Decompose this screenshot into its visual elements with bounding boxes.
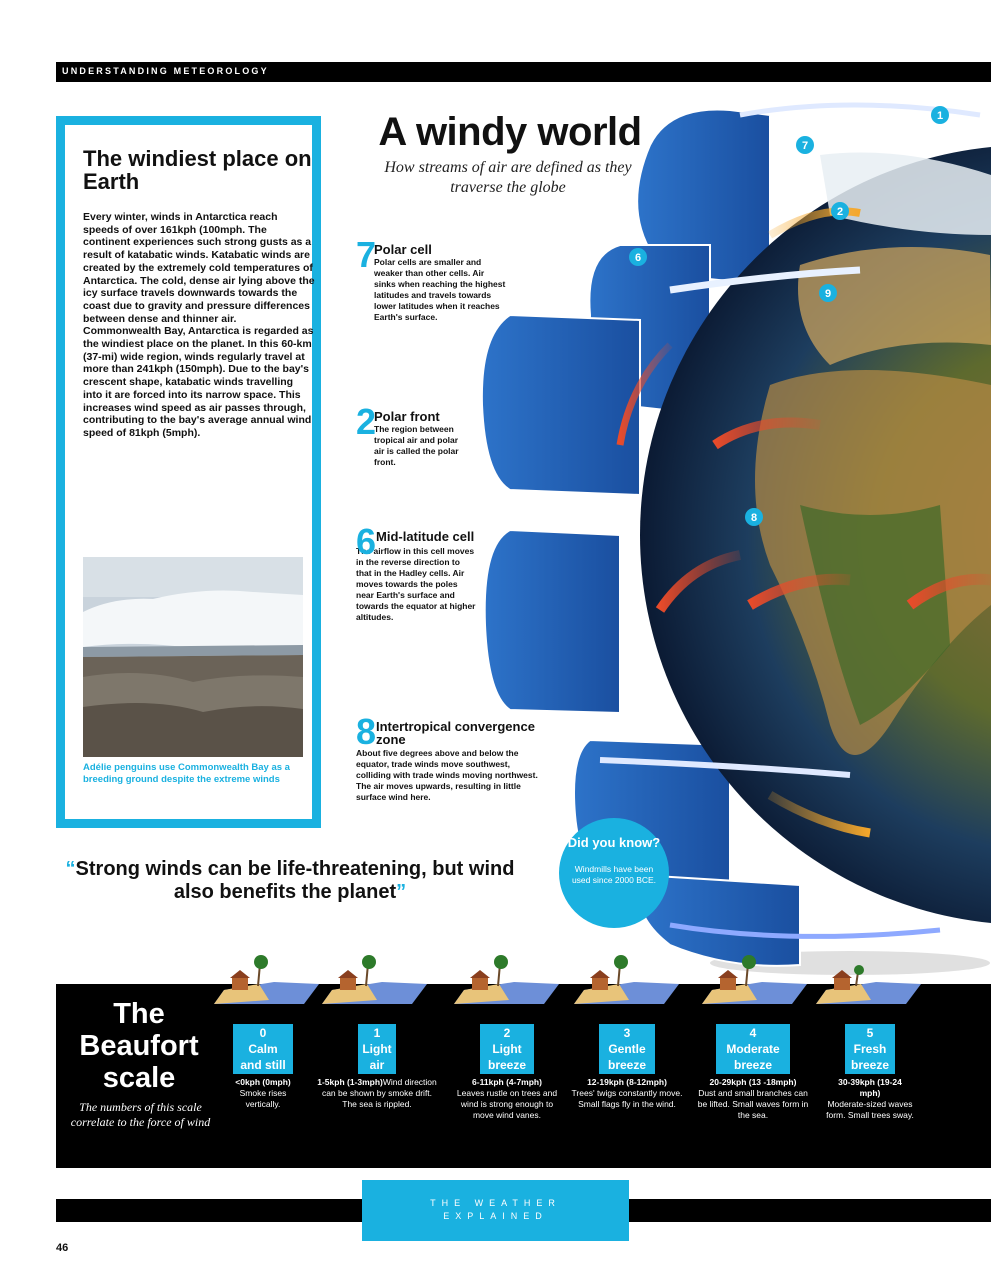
penguin-photo	[83, 557, 303, 757]
entry-intertropical-convergence-zone	[356, 711, 538, 803]
page-number: 46	[56, 1242, 69, 1254]
level-speed: 1-5kph (1-3mph)Wind direction can be shown by smoke drift. The sea is rippled.	[317, 1077, 437, 1109]
island-house-illustration	[454, 950, 564, 1006]
entry-text: Polar cells are smaller and weaker than other cells. Air sinks when reaching the highest latitudes and travels towards lower latitudes when it reaches Earth's surface.	[374, 257, 506, 322]
level-speed: 30-39kph (19-24 mph)	[838, 1077, 902, 1098]
level-speed: 6-11kph (4-7mph)	[472, 1077, 542, 1087]
level-speed: 12-19kph (8-12mph)	[587, 1077, 667, 1087]
marker-label: 1	[936, 110, 944, 122]
section-label: UNDERSTANDING METEOROLOGY	[62, 66, 269, 76]
entry-polar-front	[356, 401, 466, 468]
level-badge: 3 Gentle breeze	[599, 1024, 655, 1074]
level-badge: 1 Light air	[358, 1024, 396, 1074]
entry-number: 8	[356, 711, 377, 752]
globe-illustration	[470, 85, 991, 975]
sidebar-heading: The windiest place on Earth	[83, 146, 312, 194]
entry-number: 6	[356, 521, 377, 562]
beaufort-level-5	[820, 984, 920, 1121]
beaufort-level-3	[566, 984, 688, 1110]
island-house-illustration	[214, 950, 324, 1006]
entry-text: The airflow in this cell moves in the reverse direction to that in the Hadley cells. Air moves towards the poles near Earth's surface and towards the equator at higher altitudes.	[356, 546, 476, 622]
entry-title: Mid-latitude cell	[376, 529, 475, 544]
beaufort-scale-panel	[56, 984, 991, 1168]
did-you-know-text: Windmills have been used since 2000 BCE.	[571, 864, 657, 885]
pull-quote	[60, 858, 520, 904]
page-subtitle: How streams of air are defined as they traverse the globe	[384, 159, 632, 196]
quote-text: Strong winds can be life-threatening, but wind also benefits the planet	[75, 858, 515, 903]
beaufort-level-1	[316, 984, 438, 1110]
beaufort-title: The Beaufort scale	[79, 998, 199, 1094]
entry-polar-cell	[356, 234, 508, 323]
island-house-illustration	[702, 950, 812, 1006]
entry-text: The region between tropical air and polar air is called the polar front.	[374, 424, 459, 467]
section-header-bar	[56, 62, 991, 82]
marker-label: 2	[836, 206, 844, 218]
level-description: Leaves rustle on trees and wind is strong enough to move wind vanes.	[456, 1088, 558, 1120]
page-title: A windy world	[378, 110, 642, 154]
marker-label: 6	[634, 252, 642, 264]
level-description: Trees' twigs constantly move. Small flags fly in the wind.	[571, 1088, 683, 1109]
level-badge: 5 Fresh breeze	[845, 1024, 895, 1074]
entry-text: About five degrees above and below the equator, trade winds move southwest, colliding with trade winds moving northwest. The air moves upwards, resulting in little surface wind here.	[356, 748, 538, 802]
beaufort-level-4	[692, 984, 814, 1121]
marker-label: 8	[750, 512, 758, 524]
island-house-illustration	[816, 950, 926, 1006]
quote-close-mark: ”	[396, 881, 407, 903]
entry-mid-latitude-cell	[356, 521, 476, 623]
level-badge: 2 Light breeze	[480, 1024, 534, 1074]
entry-title: Polar cell	[374, 242, 432, 257]
beaufort-subtitle: The numbers of this scale correlate to the force of wind	[70, 1100, 211, 1129]
level-description: Moderate-sized waves form. Small trees sway.	[826, 1099, 914, 1120]
island-house-illustration	[574, 950, 684, 1006]
level-badge: 0 Calm and still	[233, 1024, 293, 1074]
sidebar-body: Every winter, winds in Antarctica reach speeds of over 161kph (100mph. The continent experiences such strong gusts as a result of katabatic winds. Katabatic winds are created by the extremely cold temperatures of Antarctica. The cold, dense air lying above the icy surface travels downwards towards the coast due to gravity and pressure differences between dense and thinner air. Commonwealth Bay, Antarctica is regarded as the windiest place on the planet. In this 60-km (37-mi) wide region, winds regularly travel at more than 241kph (150mph). Due to the bay's crescent shape, katabatic winds travelling into it are forced into its narrow space. This increases wind speed as air passes through, contributing to the bay's average annual wind speed of 81kph (5mph).	[83, 211, 315, 439]
windiest-place-sidebar	[56, 116, 321, 828]
entry-number: 2	[356, 401, 377, 442]
level-speed: 20-29kph (13 -18mph)	[709, 1077, 797, 1087]
marker-label: 9	[824, 288, 832, 300]
island-house-illustration	[322, 950, 432, 1006]
did-you-know-title: Did you know?	[567, 835, 661, 850]
did-you-know-bubble	[559, 818, 669, 928]
entry-number: 7	[356, 234, 377, 275]
level-description: Dust and small branches can be lifted. Small waves form in the sea.	[697, 1088, 809, 1120]
footer-tab-label: THE WEATHER EXPLAINED	[430, 1198, 561, 1221]
footer-tab	[362, 1180, 629, 1241]
marker-label: 7	[801, 140, 809, 152]
beaufort-level-2	[446, 984, 568, 1121]
photo-caption: Adélie penguins use Commonwealth Bay as a breeding ground despite the extreme winds	[83, 762, 290, 785]
level-description: Smoke rises vertically.	[239, 1088, 287, 1109]
entry-title: Polar front	[374, 409, 440, 424]
entry-title: Intertropical convergence zone	[376, 719, 535, 747]
beaufort-level-0	[202, 984, 324, 1110]
level-badge: 4 Moderate breeze	[716, 1024, 790, 1074]
level-speed: <0kph (0mph)	[235, 1077, 291, 1087]
quote-open-mark: “	[65, 858, 76, 880]
